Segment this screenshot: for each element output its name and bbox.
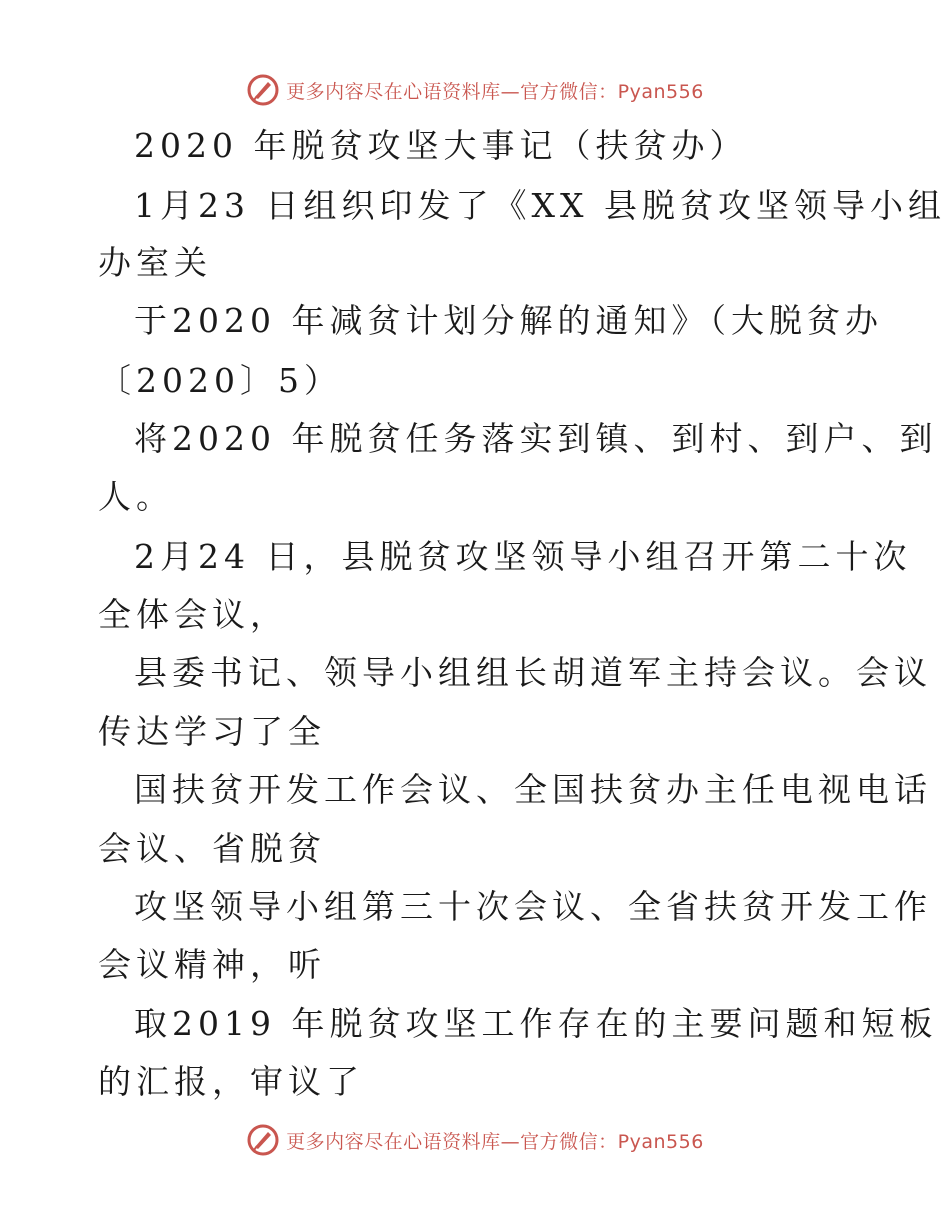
document-title: 2020 年脱贫攻坚大事记（扶贫办） [134,126,748,165]
paragraph-line: 〔2020〕5） [98,361,342,400]
paragraph-line: 人。 [98,477,174,516]
paragraph-line: 办室关 [98,243,212,282]
paragraph-line: 传达学习了全 [98,712,326,751]
paragraph-line: 2月24 日，县脱贫攻坚领导小组召开第二十次 [134,537,912,576]
paragraph-line: 会议精神，听 [98,945,326,984]
paragraph-line: 的汇报，审议了 [98,1062,364,1101]
paragraph-line: 国扶贫开发工作会议、全国扶贫办主任电视电话 [134,770,932,809]
paragraph-line: 取2019 年脱贫攻坚工作存在的主要问题和短板 [134,1004,938,1043]
paragraph-line: 1月23 日组织印发了《XX 县脱贫攻坚领导小组 [134,186,946,225]
watermark-banner-bottom [0,1120,950,1160]
watermark-text: 更多内容尽在心语资料库—官方微信：Pyan556 [286,80,704,103]
paragraph-line: 于2020 年减贫计划分解的通知》（大脱贫办 [134,301,883,340]
watermark-text: 更多内容尽在心语资料库—官方微信：Pyan556 [286,1130,704,1153]
paragraph-line: 攻坚领导小组第三十次会议、全省扶贫开发工作 [134,887,932,926]
paragraph-line: 全体会议， [98,595,288,634]
paragraph-line: 将2020 年脱贫任务落实到镇、到村、到户、到 [134,419,938,458]
quill-pen-circle-icon [246,1123,280,1157]
paragraph-line: 县委书记、领导小组组长胡道军主持会议。会议 [134,653,932,692]
paragraph-line: 会议、省脱贫 [98,829,326,868]
